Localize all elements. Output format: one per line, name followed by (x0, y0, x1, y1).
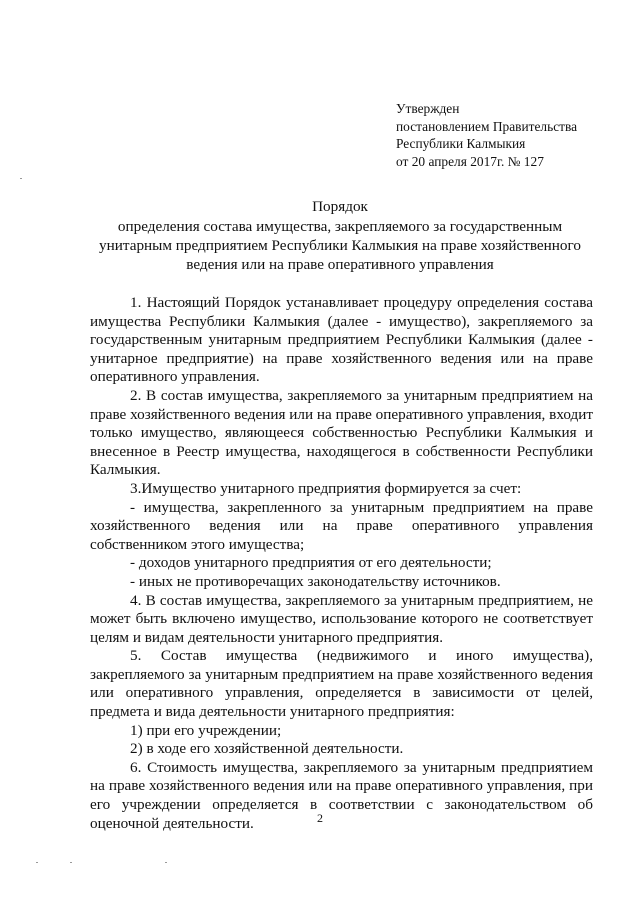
approval-line-2: постановлением Правительства (396, 118, 578, 134)
list-item-source-1: - имущества, закрепленного за унитарным предприятием на праве хозяйственного ведения или на праве оперативного управления собственником этого имущества; (90, 498, 593, 553)
approval-line-1: Утвержден (396, 101, 460, 116)
paragraph-2: 2. В состав имущества, закрепляемого за унитарным предприятием на праве хозяйственного ведения или на праве оперативного управления, входит только имущество, являющееся собственностью Республики Калмыкия и внесенное в Реестр имущества, находящегося в собственности Республики Калмыкия. (90, 386, 593, 479)
document-body (90, 294, 593, 833)
title-heading: Порядок (312, 198, 368, 215)
document-title (90, 197, 590, 274)
title-subline-1: определения состава имущества, закрепляемого за государственным (117, 218, 563, 235)
list-item-source-2: - доходов унитарного предприятия от его деятельности; (130, 554, 492, 572)
approval-line-3: Республики Калмыкия (396, 136, 526, 151)
scan-speck (36, 862, 38, 863)
paragraph-5: 5. Состав имущества (недвижимого и иного имущества), закрепляемого за унитарным предприятием на праве хозяйственного ведения или оперативного управления, определяется в зависимости от целей, предмета и вида деятельности унитарного предприятия: (90, 647, 593, 721)
approval-line-4: от 20 апреля 2017г. № 127 (396, 153, 544, 169)
list-item-stage-2: 2) в ходе его хозяйственной деятельности. (130, 740, 404, 758)
scan-speck (20, 178, 22, 179)
title-subline-3: ведения или на праве оперативного управления (186, 256, 494, 273)
approval-stamp-block (396, 100, 577, 170)
paragraph-3: 3.Имущество унитарного предприятия формируется за счет: (130, 479, 522, 497)
title-subline-2: унитарным предприятием Республики Калмыкия на праве хозяйственного (99, 237, 581, 254)
scan-speck (165, 862, 167, 863)
paragraph-6: 6. Стоимость имущества, закрепляемого за унитарным предприятием на праве хозяйственного ведения или на праве оперативного управления, при его учреждении определяется в соответствии с законодательством об оценочной деятельности. (90, 758, 593, 832)
list-item-source-3: - иных не противоречащих законодательству источников. (130, 572, 501, 590)
paragraph-4: 4. В состав имущества, закрепляемого за унитарным предприятием, не может быть включено имущество, использование которого не соответствует целям и видам деятельности унитарного предприятия. (90, 591, 593, 646)
paragraph-1: 1. Настоящий Порядок устанавливает процедуру определения состава имущества Республики Калмыкия (далее - имущество), закрепляемого за государственным унитарным предприятием Республики Калмыкия (далее - унитарное предприятие) на праве хозяйственного ведения или на праве оперативного управления. (90, 294, 593, 386)
scan-speck (70, 862, 72, 863)
list-item-stage-1: 1) при его учреждении; (130, 721, 282, 739)
page-number: 2 (317, 811, 323, 825)
